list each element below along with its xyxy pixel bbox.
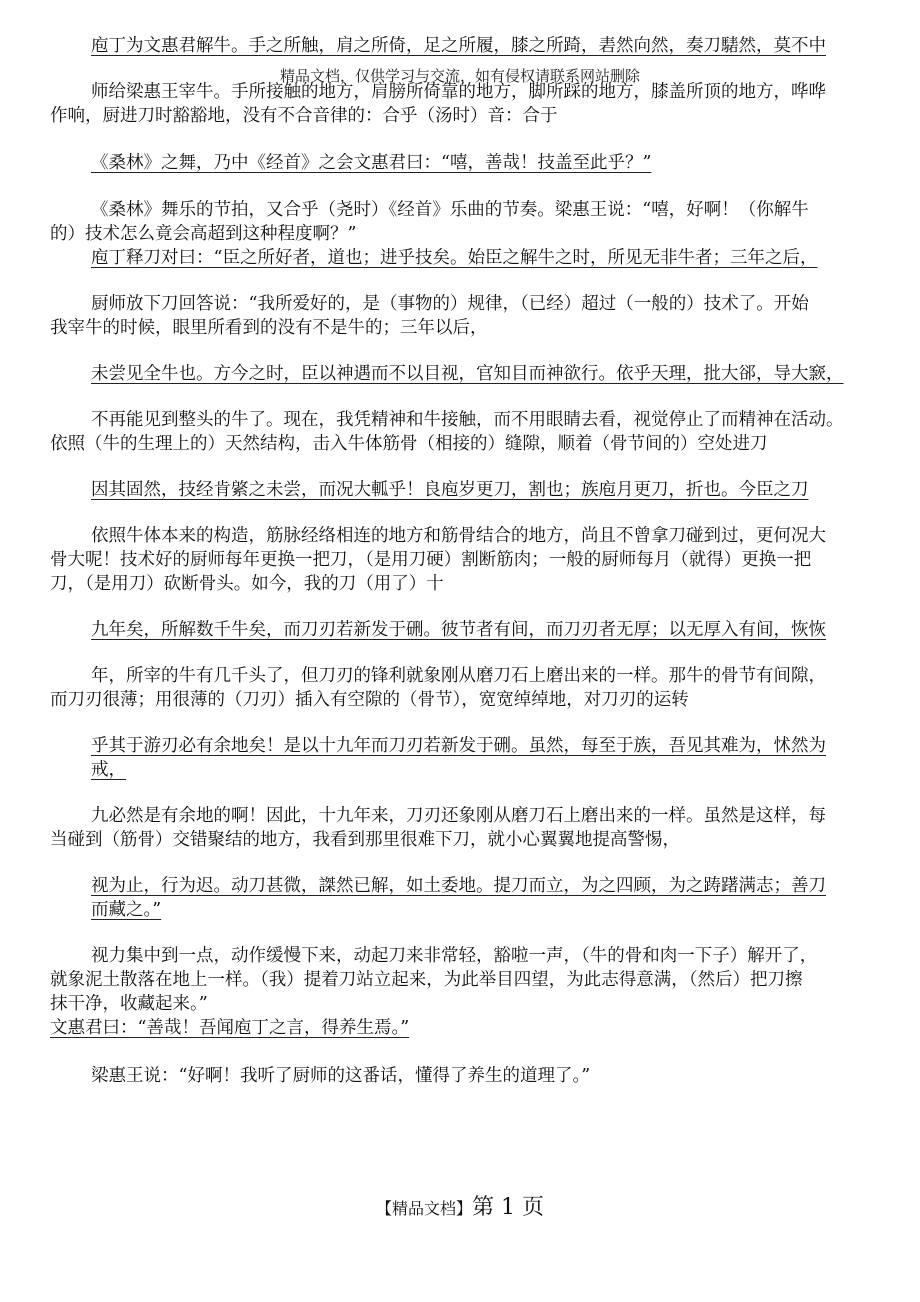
- text-line: 九必然是有余地的啊！因此，十九年来，刀刃还象刚从磨刀石上磨出来的一样。虽然是这样，每: [91, 806, 826, 826]
- text-line: 刀，（是用刀）砍断骨头。如今，我的刀（用了）十: [50, 574, 444, 594]
- text-line: 文惠君曰：“善哉！吾闻庖丁之言，得养生焉。”: [50, 1018, 410, 1038]
- text-line: 视力集中到一点，动作缓慢下来，动起刀来非常轻，豁啦一声，（牛的骨和肉一下子）解开了，: [91, 946, 818, 966]
- text-line: 我宰牛的时候，眼里所看到的没有不是牛的；三年以后，: [50, 318, 488, 338]
- text-line: 的）技术怎么竟会高超到这种程度啊？”: [50, 224, 357, 244]
- text-line: 依照（牛的生理上的）天然结构，击入牛体筋骨（相接的）缝隙，顺着（骨节间的）空处进刀: [50, 434, 768, 454]
- text-line: 梁惠王说：“好啊！我听了厨师的这番话，懂得了养生的道理了。”: [91, 1066, 591, 1086]
- text-line: 不再能见到整头的牛了。现在，我凭精神和牛接触，而不用眼睛去看，视觉停止了而精神在活动。: [91, 410, 844, 430]
- text-line: 骨大呢！技术好的厨师每年更换一把刀，（是用刀硬）割断筋肉；一般的厨师每月（就得）更换一把: [50, 550, 812, 570]
- watermark-text: 精品文档，仅供学习与交流，如有侵权请联系网站删除: [279, 67, 640, 85]
- text-line: 未尝见全牛也。方今之时，臣以神遇而不以目视，官知目而神欲行。依乎天理，批大郤，导大窾，: [91, 364, 844, 384]
- text-line: 而刀刃很薄；用很薄的（刀刃）插入有空隙的（骨节），宽宽绰绰地，对刀刃的运转: [50, 690, 689, 710]
- text-line: 厨师放下刀回答说：“我所爱好的，是（事物的）规律，（已经）超过（一般的）技术了。开始: [91, 294, 809, 314]
- text-line: 因其固然，技经肯綮之未尝，而况大軱乎！良庖岁更刀，割也；族庖月更刀，折也。今臣之刀: [91, 480, 809, 500]
- text-line: 而藏之。”: [91, 900, 162, 920]
- text-line: 戒，: [91, 760, 126, 780]
- text-line: 依照牛体本来的构造，筋脉经络相连的地方和筋骨结合的地方，尚且不曾拿刀碰到过，更何况大: [91, 526, 826, 546]
- text-line: 当碰到（筋骨）交错聚结的地方，我看到那里很难下刀，就小心翼翼地提高警惕，: [50, 830, 680, 850]
- text-line: 《桑林》舞乐的节拍，又合乎（尧时）《经首》乐曲的节奏。梁惠王说：“嘻，好啊！（你解牛: [91, 200, 809, 220]
- text-line: 作响，厨进刀时豁豁地，没有不合音律的：合乎（汤时）音：合于: [50, 106, 558, 126]
- text-line: 九年矣，所解数千牛矣，而刀刃若新发于硎。彼节者有间，而刀刃者无厚；以无厚入有间，恢恢: [91, 620, 826, 640]
- page-number: 第 1 页: [472, 1195, 544, 1220]
- text-line: 庖丁释刀对曰：“臣之所好者，道也；进乎技矣。始臣之解牛之时，所见无非牛者；三年之后，: [91, 248, 818, 268]
- text-line: 师给梁惠王宰牛。手所接触的地方，肩膀所倚靠的地方，脚所踩的地方，膝盖所顶的地方，哗哗: [91, 82, 826, 102]
- page-footer: [0, 1193, 920, 1224]
- text-line: 《桑林》之舞，乃中《经首》之会文惠君曰：“嘻，善哉！技盖至此乎？”: [91, 153, 652, 173]
- text-line: 就象泥土散落在地上一样。（我）提着刀站立起来，为此举目四望，为此志得意满，（然后）把刀擦: [50, 970, 803, 990]
- text-line: 视为止，行为迟。动刀甚微，謋然已解，如土委地。提刀而立，为之四顾，为之踌躇满志；善刀: [91, 876, 826, 896]
- text-line: 乎其于游刃必有余地矣！是以十九年而刀刃若新发于硎。虽然，每至于族，吾见其难为，怵然为: [91, 736, 826, 756]
- footer-tag: 【精品文档】: [376, 1199, 473, 1218]
- text-line: 庖丁为文惠君解牛。手之所触，肩之所倚，足之所履，膝之所踦，砉然向然，奏刀騞然，莫不中: [91, 36, 826, 56]
- text-line: 年，所宰的牛有几千头了，但刀刃的锋利就象刚从磨刀石上磨出来的一样。那牛的骨节有间隙，: [91, 666, 826, 686]
- text-line: 抹干净，收藏起来。”: [50, 994, 208, 1014]
